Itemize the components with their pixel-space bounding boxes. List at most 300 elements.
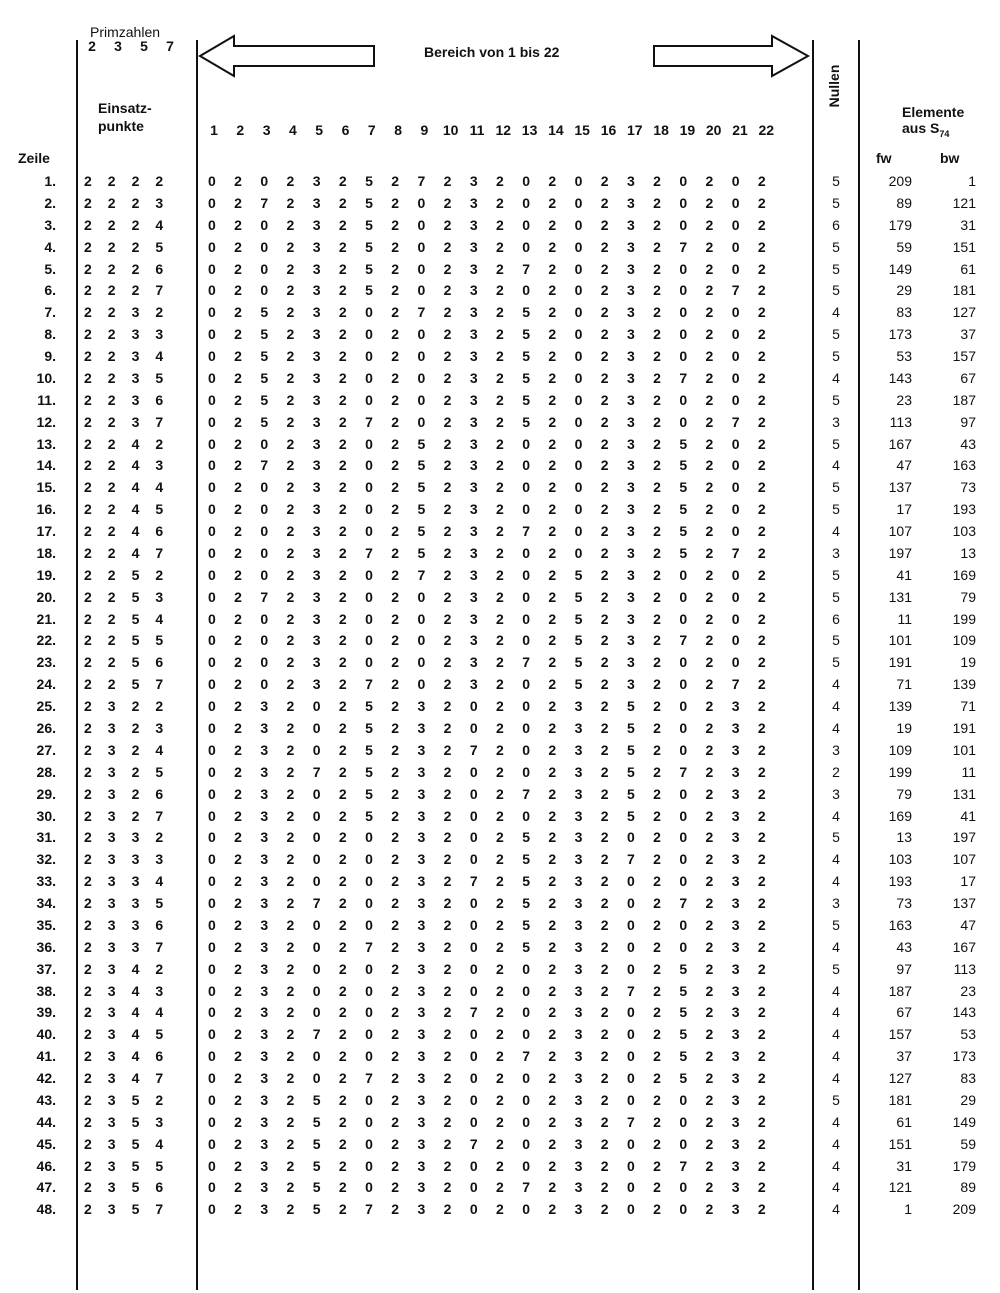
bw-value: 29 [960,1091,976,1108]
table-row [0,609,1000,631]
table-row [0,368,1000,390]
zeile-number: 15. [36,479,56,496]
einsatz-cell: 2252 [84,566,180,583]
fw-value: 31 [896,1157,912,1174]
table-row [0,1024,1000,1046]
nullen-count: 6 [832,610,840,627]
nullen-count: 2 [832,763,840,780]
range-values: 0232720232020232025232 [208,1026,785,1043]
range-values: 0202327202320252320272 [208,676,785,693]
zeile-number: 8. [44,326,56,343]
table-row [0,762,1000,784]
zeile-number: 30. [36,807,56,824]
bw-value: 197 [952,829,976,846]
nullen-count: 4 [832,369,840,386]
zeile-number: 3. [44,216,56,233]
nullen-label: Nullen [826,64,842,108]
table-row [0,652,1000,674]
table-row [0,565,1000,587]
einsatz-cell: 2334 [84,873,180,890]
range-values: 0272325202320202320202 [208,194,785,211]
table-row [0,1177,1000,1199]
range-values: 0272320202320252320202 [208,588,785,605]
einsatz-cell: 2256 [84,654,180,671]
zeile-number: 17. [36,523,56,540]
fw-value: 181 [888,1091,912,1108]
column-number: 10 [442,122,459,138]
nullen-count: 5 [832,1091,840,1108]
zeile-number: 21. [36,610,56,627]
bw-value: 163 [952,457,976,474]
zeile-label: Zeile [18,150,50,166]
column-number: 16 [600,122,617,138]
table-row [0,740,1000,762]
table-row [0,806,1000,828]
bw-label: bw [940,150,960,166]
fw-value: 131 [888,588,912,605]
einsatz-cell: 2354 [84,1135,180,1152]
table-row [0,696,1000,718]
einsatz-cell: 2227 [84,282,180,299]
einsatz-cell: 2325 [84,763,180,780]
nullen-count: 4 [832,1026,840,1043]
fw-value: 47 [896,457,912,474]
nullen-count: 6 [832,216,840,233]
bw-value: 97 [960,413,976,430]
column-number: 6 [341,122,350,138]
column-number: 2 [236,122,245,138]
range-values: 0202327252320202325272 [208,544,785,561]
column-number: 22 [758,122,775,138]
zeile-number: 48. [36,1201,56,1218]
fw-value: 59 [896,238,912,255]
zeile-number: 47. [36,1179,56,1196]
table-row [0,674,1000,696]
nullen-count: 4 [832,1048,840,1065]
zeile-number: 10. [36,369,56,386]
fw-value: 1 [904,1201,912,1218]
fw-value: 41 [896,566,912,583]
einsatz-cell: 2336 [84,916,180,933]
range-values: 0232520232027232020232 [208,1179,785,1196]
range-values: 0232020232720232025232 [208,1004,785,1021]
table-row [0,937,1000,959]
range-values: 0252327202325202320272 [208,413,785,430]
table-row [0,1156,1000,1178]
range-values: 0202325202327202320202 [208,260,785,277]
zeile-number: 1. [44,173,56,189]
fw-value: 67 [896,1004,912,1021]
einsatz-cell: 2322 [84,698,180,715]
zeile-number: 9. [44,348,56,365]
fw-value: 61 [896,1113,912,1130]
zeile-number: 37. [36,960,56,977]
zeile-number: 7. [44,304,56,321]
einsatz-cell: 2254 [84,610,180,627]
zeile-number: 36. [36,938,56,955]
einsatz-cell: 2324 [84,741,180,758]
bw-value: 137 [952,895,976,912]
fw-value: 23 [896,391,912,408]
bw-value: 89 [960,1179,976,1196]
prime-value: 2 [88,38,96,54]
fw-value: 139 [888,698,912,715]
table-row [0,893,1000,915]
bw-value: 167 [952,938,976,955]
fw-value: 163 [888,916,912,933]
column-number: 11 [469,122,485,138]
bw-value: 101 [952,741,976,758]
range-values: 0232520232720232020232 [208,1135,785,1152]
bw-value: 209 [952,1201,976,1218]
einsatz-label-line2: punkte [98,118,144,134]
bw-value: 173 [952,1048,976,1065]
einsatz-cell: 2236 [84,391,180,408]
range-values: 0232020232020232025232 [208,960,785,977]
bw-value: 79 [960,588,976,605]
fw-value: 43 [896,938,912,955]
nullen-count: 4 [832,851,840,868]
fw-value: 151 [888,1135,912,1152]
table-row [0,1046,1000,1068]
range-values: 0202325202320202320202 [208,216,785,233]
fw-value: 173 [888,326,912,343]
fw-value: 83 [896,304,912,321]
nullen-count: 4 [832,938,840,955]
column-number: 3 [262,122,271,138]
zeile-number: 19. [36,566,56,583]
fw-value: 37 [896,1048,912,1065]
table-row [0,718,1000,740]
bw-value: 187 [952,391,976,408]
fw-value: 179 [888,216,912,233]
table-row [0,434,1000,456]
einsatz-cell: 2357 [84,1201,180,1218]
table-row [0,346,1000,368]
nullen-count: 4 [832,698,840,715]
einsatz-cell: 2345 [84,1026,180,1043]
table-row [0,302,1000,324]
nullen-count: 5 [832,238,840,255]
range-values: 0202320252327202325202 [208,523,785,540]
column-number: 20 [705,122,722,138]
nullen-count: 3 [832,785,840,802]
einsatz-cell: 2243 [84,457,180,474]
arrow-left-icon [198,34,378,78]
range-values: 0232520232020232027232 [208,1157,785,1174]
range-values: 0252320202325202320202 [208,326,785,343]
range-values: 0252320272325202320202 [208,304,785,321]
fw-value: 199 [888,763,912,780]
nullen-count: 4 [832,304,840,321]
fw-value: 13 [896,829,912,846]
nullen-count: 5 [832,632,840,649]
fw-value: 113 [889,413,912,430]
nullen-count: 3 [832,741,840,758]
range-values: 0252320202325202320202 [208,391,785,408]
zeile-number: 12. [36,413,56,430]
column-number: 15 [574,122,590,138]
range-values: 0232020232725232020232 [208,873,785,890]
table-row [0,587,1000,609]
primzahlen-label: Primzahlen [90,24,161,40]
column-number: 9 [420,122,429,138]
einsatz-cell: 2346 [84,1048,180,1065]
einsatz-cell: 2352 [84,1091,180,1108]
einsatz-cell: 2247 [84,544,180,561]
nullen-count: 5 [832,326,840,343]
einsatz-cell: 2355 [84,1157,180,1174]
fw-value: 169 [888,807,912,824]
nullen-count: 5 [832,960,840,977]
bw-value: 31 [960,216,976,233]
bereich-label: Bereich von 1 bis 22 [424,44,560,60]
nullen-count: 4 [832,1113,840,1130]
table-row [0,280,1000,302]
table-row [0,630,1000,652]
fw-value: 89 [896,194,912,211]
zeile-number: 22. [36,632,56,649]
nullen-count: 5 [832,501,840,518]
fw-value: 149 [888,260,912,277]
nullen-count: 5 [832,566,840,583]
zeile-number: 28. [36,763,56,780]
table-row [0,1090,1000,1112]
zeile-number: 24. [36,676,56,693]
bw-value: 103 [952,523,976,540]
table-row [0,324,1000,346]
einsatz-label-line1: Einsatz- [98,100,152,116]
bw-value: 193 [952,501,976,518]
bw-value: 13 [960,544,976,561]
zeile-number: 35. [36,916,56,933]
range-values: 0232025232020232520232 [208,698,785,715]
range-values: 0202320202320252327202 [208,632,785,649]
einsatz-cell: 2257 [84,676,180,693]
table-row [0,827,1000,849]
range-values: 0232020232027232025232 [208,1048,785,1065]
table-row [0,412,1000,434]
fw-value: 127 [888,1070,912,1087]
fw-value: 73 [896,895,912,912]
nullen-count: 5 [832,194,840,211]
range-values: 0272320252320202325202 [208,457,785,474]
table-row [0,543,1000,565]
nullen-count: 5 [832,916,840,933]
prime-value: 7 [166,38,174,54]
einsatz-cell: 2242 [84,435,180,452]
elemente-aus-text: aus S [902,120,940,136]
bw-value: 151 [952,238,976,255]
fw-value: 209 [888,173,912,189]
zeile-number: 29. [36,785,56,802]
range-values: 0232720232025232027232 [208,895,785,912]
bw-value: 37 [960,326,976,343]
range-values: 0232020232025232020232 [208,916,785,933]
nullen-count: 3 [832,413,840,430]
fw-value: 121 [888,1179,912,1196]
einsatz-cell: 2333 [84,851,180,868]
zeile-number: 26. [36,720,56,736]
zeile-number: 39. [36,1004,56,1021]
nullen-count: 4 [832,457,840,474]
nullen-count: 4 [832,523,840,540]
fw-value: 71 [896,676,912,693]
table-row [0,1002,1000,1024]
fw-value: 157 [888,1026,912,1043]
range-values: 0232520232020232020232 [208,1091,785,1108]
nullen-count: 5 [832,654,840,671]
einsatz-cell: 2344 [84,1004,180,1021]
zeile-number: 32. [36,851,56,868]
zeile-number: 38. [36,982,56,999]
einsatz-cell: 2222 [84,173,180,189]
einsatz-cell: 2353 [84,1113,180,1130]
bw-value: 59 [960,1135,976,1152]
zeile-number: 41. [36,1048,56,1065]
einsatz-cell: 2342 [84,960,180,977]
table-row [0,784,1000,806]
column-number: 18 [653,122,669,138]
zeile-number: 2. [44,194,56,211]
bw-value: 169 [952,566,976,583]
range-values: 0202320202320252320202 [208,610,785,627]
bw-value: 107 [952,851,976,868]
fw-value: 187 [888,982,912,999]
fw-value: 11 [897,610,912,627]
nullen-count: 5 [832,348,840,365]
fw-value: 53 [896,348,912,365]
nullen-count: 4 [832,720,840,736]
nullen-count: 4 [832,1201,840,1218]
table-row [0,871,1000,893]
zeile-number: 11. [37,391,56,408]
nullen-count: 5 [832,479,840,496]
table-row [0,849,1000,871]
bw-value: 17 [960,873,976,890]
fw-value: 97 [896,960,912,977]
range-values: 0232025232020232520232 [208,720,785,736]
bw-value: 109 [952,632,976,649]
einsatz-cell: 2255 [84,632,180,649]
bw-value: 73 [960,479,976,496]
table-row [0,915,1000,937]
zeile-number: 18. [36,544,56,561]
nullen-count: 4 [832,807,840,824]
bw-value: 71 [960,698,976,715]
table-row [0,499,1000,521]
zeile-number: 27. [36,741,56,758]
nullen-count: 5 [832,173,840,189]
bw-value: 1 [968,173,976,189]
nullen-count: 5 [832,588,840,605]
fw-label: fw [876,150,892,166]
column-number: 7 [367,122,376,138]
range-values: 0232527232020232020232 [208,1201,785,1218]
einsatz-cell: 2335 [84,895,180,912]
zeile-number: 14. [36,457,56,474]
range-values: 0252320202325202327202 [208,369,785,386]
bw-value: 53 [960,1026,976,1043]
fw-value: 101 [888,632,912,649]
bw-value: 127 [952,304,976,321]
einsatz-cell: 2225 [84,238,180,255]
table-row [0,390,1000,412]
fw-value: 103 [888,851,912,868]
nullen-count: 4 [832,1179,840,1196]
column-number: 5 [315,122,324,138]
range-values: 0232025232720232520232 [208,741,785,758]
zeile-number: 33. [36,873,56,890]
zeile-number: 13. [36,435,56,452]
einsatz-cell: 2343 [84,982,180,999]
zeile-number: 16. [36,501,56,518]
table-row [0,171,1000,193]
column-number: 4 [288,122,297,138]
range-values: 0232725232020232527232 [208,763,785,780]
zeile-number: 23. [36,654,56,671]
zeile-number: 34. [36,895,56,912]
range-values: 0232520232020232720232 [208,1113,785,1130]
einsatz-cell: 2237 [84,413,180,430]
fw-value: 167 [888,435,912,452]
bw-value: 41 [960,807,976,824]
fw-value: 17 [896,501,912,518]
bw-value: 157 [952,348,976,365]
fw-value: 143 [888,369,912,386]
column-number: 8 [394,122,402,138]
nullen-count: 5 [832,829,840,846]
table-row [0,1068,1000,1090]
zeile-number: 44. [36,1113,56,1130]
bw-value: 61 [960,260,976,277]
zeile-number: 45. [36,1135,56,1152]
table-row [0,259,1000,281]
nullen-count: 4 [832,1157,840,1174]
range-values: 0202320252320202325202 [208,479,785,496]
range-values: 0232020232025232020232 [208,829,785,846]
nullen-count: 5 [832,282,840,299]
zeile-number: 42. [36,1070,56,1087]
column-number: 1 [210,122,218,138]
range-values: 0202325202320202320272 [208,282,785,299]
einsatz-cell: 2326 [84,785,180,802]
elemente-label-line2 [902,120,949,142]
einsatz-cell: 2337 [84,938,180,955]
range-values: 0202320272320252320202 [208,566,785,583]
einsatz-cell: 2224 [84,216,180,233]
table-row [0,1134,1000,1156]
einsatz-cell: 2356 [84,1179,180,1196]
einsatz-cell: 2327 [84,807,180,824]
bw-value: 43 [960,435,976,452]
table-row [0,959,1000,981]
einsatz-cell: 2223 [84,194,180,211]
table-row [0,215,1000,237]
nullen-count: 3 [832,895,840,912]
bw-value: 191 [952,720,976,736]
prime-value: 3 [114,38,122,54]
column-number: 19 [679,122,696,138]
einsatz-cell: 2234 [84,348,180,365]
bw-value: 139 [952,676,976,693]
column-number: 21 [732,122,748,138]
range-values: 0202320252320202325202 [208,501,785,518]
table-row [0,237,1000,259]
table-row [0,981,1000,1003]
zeile-number: 46. [36,1157,56,1174]
fw-value: 193 [888,873,912,890]
